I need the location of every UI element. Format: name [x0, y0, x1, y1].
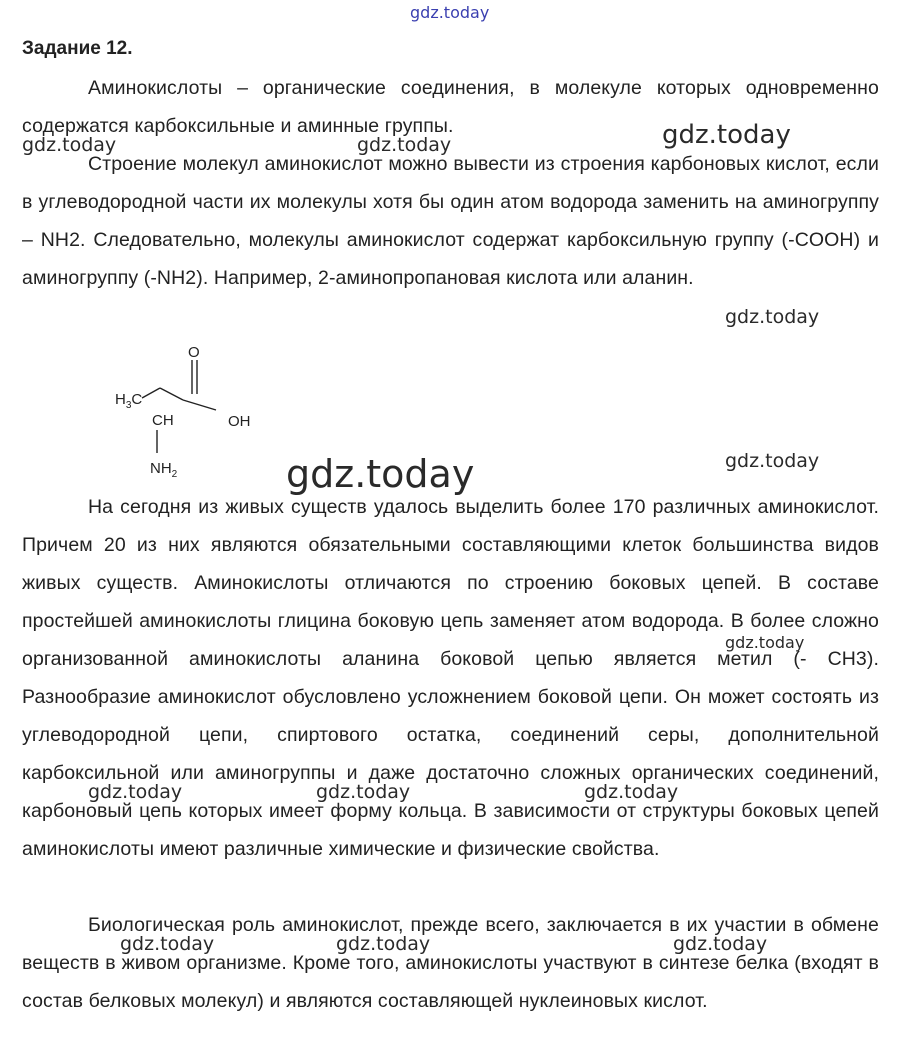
watermark-top: gdz.today	[410, 3, 490, 22]
paragraph-4-text: Биологическая роль аминокислот, прежде всего, заключается в их участии в обмене веществ в живом организме. Кроме того, аминокислоты участвуют в синтезе белка (входят в состав белковых молекул) и являются составляющей нуклеиновых кислот.	[22, 914, 879, 1012]
task-title: Задание 12.	[22, 38, 133, 59]
paragraph-2-text: Строение молекул аминокислот можно вывести из строения карбоновых кислот, если в углеводородной части их молекулы хотя бы один атом водорода заменить на аминогруппу – NH2. Следовательно, молекулы аминокислот содержат карбоксильную группу (-COOH) и аминогруппу (-NH2). Например, 2-аминопропановая кислота или аланин.	[22, 153, 879, 289]
watermark: gdz.today	[584, 781, 679, 803]
paragraph-2	[22, 145, 879, 297]
watermark: gdz.today	[88, 781, 183, 803]
watermark: gdz.today	[725, 633, 805, 652]
watermark: gdz.today	[22, 134, 117, 156]
alanine-structure	[80, 340, 280, 480]
bond-c-oh	[183, 400, 216, 410]
watermark: gdz.today	[336, 933, 431, 955]
h3c-label: $H_3C$	[115, 391, 143, 411]
paragraph-3-text: На сегодня из живых существ удалось выделить более 170 различных аминокислот. Причем 20 из них являются обязательными составляющими клеток большинства видов живых существ. Аминокислоты отличаются по строению боковых цепей. В составе простейшей аминокислоты глицина боковую цепь заменяет атом водорода. В более сложно организованной аминокислоты аланина боковой цепью является метил (- CH3). Разнообразие аминокислот обусловлено усложнением боковой цепи. Он может состоять из углеводородной цепи, спиртового остатка, соединений серы, дополнительной карбоксильной или аминогруппы и даже достаточно сложных органических соединений, карбоновый цепь которых имеет форму кольца. В зависимости от структуры боковых цепей аминокислоты имеют различные химические и физические свойства.	[22, 496, 879, 860]
watermark: gdz.today	[725, 450, 820, 472]
watermark: gdz.today	[673, 933, 768, 955]
ch-label: CH	[152, 412, 174, 429]
paragraph-3	[22, 488, 879, 868]
watermark: gdz.today	[316, 781, 411, 803]
watermark: gdz.today	[725, 306, 820, 328]
paragraph-4	[22, 906, 879, 1020]
oh-label: OH	[228, 413, 251, 430]
watermark: gdz.today	[286, 452, 475, 496]
watermark: gdz.today	[662, 120, 791, 150]
nh2-label: $NH_2$	[150, 460, 178, 480]
paragraph-1-text: Аминокислоты – органические соединения, в молекуле которых одновременно содержатся карбоксильные и аминные группы.	[22, 77, 879, 137]
o-label: O	[188, 344, 200, 361]
watermark: gdz.today	[357, 134, 452, 156]
bond-ch-c	[160, 388, 183, 400]
bond-ch3-ch	[142, 388, 160, 398]
watermark: gdz.today	[120, 933, 215, 955]
